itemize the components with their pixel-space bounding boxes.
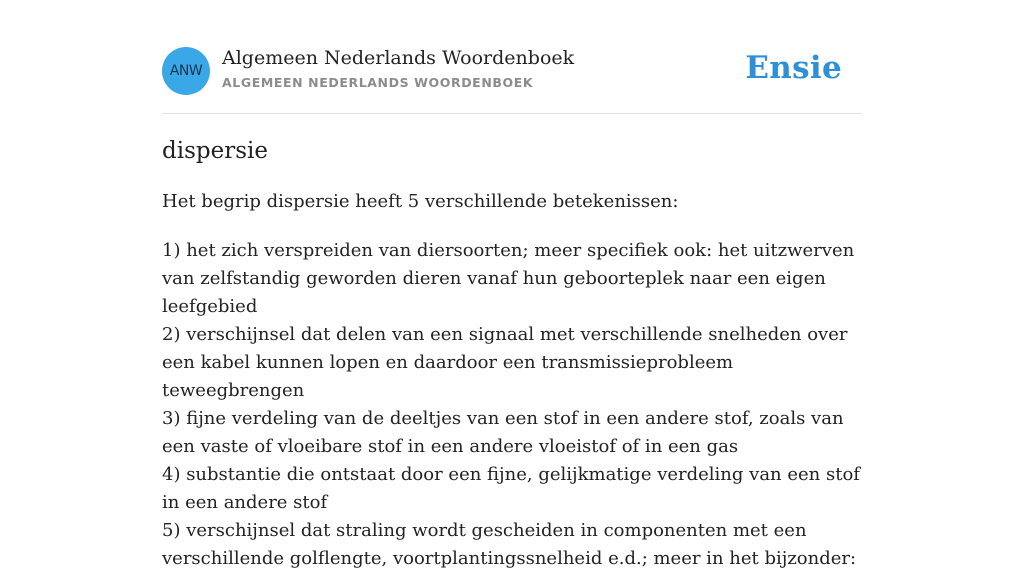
source-header <box>162 46 862 96</box>
entry-word-title: dispersie <box>162 138 268 164</box>
source-subtitle: ALGEMEEN NEDERLANDS WOORDENBOEK <box>222 75 534 90</box>
meaning-item: 2) verschijnsel dat delen van een signaal met verschillende snelheden over een kabel kunnen lopen en daardoor een transmissieprobleem teweegbrengen <box>162 324 848 401</box>
meanings-list <box>162 237 862 573</box>
ensie-logo[interactable]: Ensie <box>745 50 842 86</box>
meaning-item: 5) verschijnsel dat straling wordt gescheiden in componenten met een verschillende golflengte, voortplantingssnelheid e.d.; meer in het bijzonder: <box>162 520 857 569</box>
source-logo[interactable]: ANW <box>162 47 210 95</box>
entry-intro: Het begrip dispersie heeft 5 verschillende betekenissen: <box>162 191 679 212</box>
meaning-item: 3) fijne verdeling van de deeltjes van een stof in een andere stof, zoals van een vaste of vloeibare stof in een andere vloeistof of in een gas <box>162 408 844 457</box>
header-divider <box>162 113 862 114</box>
meaning-item: 1) het zich verspreiden van diersoorten; meer specifiek ook: het uitzwerven van zelfstandig geworden dieren vanaf hun geboorteplek naar een eigen leefgebied <box>162 240 855 317</box>
source-title[interactable]: Algemeen Nederlands Woordenboek <box>222 47 575 69</box>
meaning-item: 4) substantie die ontstaat door een fijne, gelijkmatige verdeling van een stof in een andere stof <box>162 464 860 513</box>
